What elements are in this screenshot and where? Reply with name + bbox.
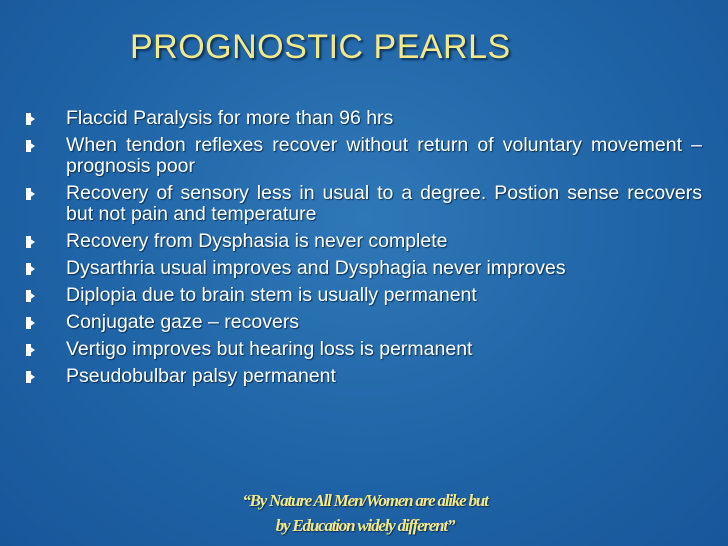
bullet-arrow-icon: [26, 188, 35, 200]
bullet-text: Recovery of sensory less in usual to a degree. Postion sense recovers but not pain and temperature: [66, 182, 702, 225]
bullet-item: [18, 258, 702, 279]
quote-line: by Education widely different”: [275, 516, 455, 535]
bullet-text: Conjugate gaze – recovers: [66, 311, 300, 333]
bullet-arrow-icon: [26, 371, 35, 383]
quote-line: “By Nature All Men/Women are alike but: [242, 491, 488, 510]
bullet-arrow-icon: [26, 236, 35, 248]
bullet-text: Pseudobulbar palsy permanent: [66, 365, 336, 387]
bullet-item: [18, 108, 702, 129]
bullet-arrow-icon: [26, 290, 35, 302]
bullet-item: [18, 231, 702, 252]
bullet-item: [18, 285, 702, 306]
footer-quote: [130, 488, 600, 538]
bullet-item: [18, 183, 702, 225]
bullet-text: Dysarthria usual improves and Dysphagia never improves: [66, 257, 566, 279]
bullet-item: [18, 135, 702, 177]
bullet-text: Diplopia due to brain stem is usually permanent: [66, 284, 477, 306]
bullet-arrow-icon: [26, 263, 35, 275]
bullet-arrow-icon: [26, 344, 35, 356]
bullet-arrow-icon: [26, 140, 35, 152]
bullet-arrow-icon: [26, 317, 35, 329]
bullet-list: [18, 108, 702, 393]
bullet-text: Flaccid Paralysis for more than 96 hrs: [66, 107, 394, 129]
bullet-item: [18, 366, 702, 387]
bullet-text: Recovery from Dysphasia is never complete: [66, 230, 448, 252]
slide-title: PROGNOSTIC PEARLS: [130, 28, 511, 66]
bullet-text: When tendon reflexes recover without return of voluntary movement – prognosis poor: [66, 134, 702, 177]
bullet-text: Vertigo improves but hearing loss is permanent: [66, 338, 473, 360]
bullet-arrow-icon: [26, 113, 35, 125]
bullet-item: [18, 312, 702, 333]
bullet-item: [18, 339, 702, 360]
